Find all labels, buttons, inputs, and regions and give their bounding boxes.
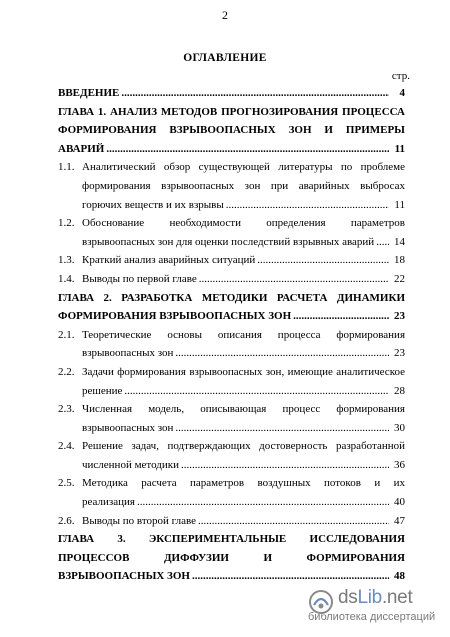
toc-line (82, 493, 405, 512)
pages-column-label: стр. (391, 70, 410, 82)
toc-line-text: ГЛАВА 2. РАЗРАБОТКА МЕТОДИКИ РАСЧЕТА ДИНАМИКИ (58, 291, 405, 304)
toc-section-entry (58, 512, 405, 531)
dslib-watermark (308, 585, 436, 627)
page-number: 2 (222, 8, 228, 22)
toc-line (82, 382, 405, 401)
toc-line (82, 456, 405, 475)
toc-line-text: ВВЕДЕНИЕ (58, 87, 120, 99)
toc-chapter-entry (58, 103, 405, 159)
toc-entry-number: 1.2. (58, 217, 75, 230)
toc-leader-dots (226, 196, 389, 215)
toc-line (82, 400, 405, 419)
toc-page-number: 14 (394, 235, 405, 248)
toc-leader-dots (137, 493, 389, 512)
toc-line (82, 419, 405, 438)
toc-line-text: Задачи формирования взрывоопасных зон, имеющие аналитическое (82, 365, 405, 378)
toc-line (82, 474, 405, 493)
toc-line-text: Численная модель, описывающая процесс формирования (82, 403, 405, 416)
toc-line-text: взрывоопасных зон для оценки последствий взрывных аварий (82, 235, 375, 248)
toc-page-number: 47 (394, 514, 405, 527)
toc-section-entry (58, 474, 405, 511)
toc-line-text: взрывоопасных зон (82, 347, 174, 360)
toc-entry-number: 1.4. (58, 272, 75, 285)
toc-page-number: 11 (394, 198, 405, 211)
toc-line-text: Обоснование необходимости определения параметров (82, 217, 405, 230)
table-of-contents (58, 84, 405, 586)
toc-entry-number: 2.6. (58, 514, 75, 527)
toc-section-entry (58, 326, 405, 363)
toc-leader-dots (257, 251, 389, 270)
toc-line (58, 140, 405, 159)
toc-line (82, 270, 405, 289)
toc-leader-dots (121, 84, 389, 103)
toc-line (58, 289, 405, 308)
toc-page-number: 36 (394, 458, 405, 471)
watermark-subtitle: библиотека диссертаций (308, 611, 436, 623)
toc-page-number: 40 (394, 496, 405, 509)
toc-page-number: 23 (394, 310, 405, 323)
toc-line (82, 251, 405, 270)
toc-leader-dots (199, 270, 389, 289)
toc-line (58, 121, 405, 140)
toc-leader-dots (198, 512, 389, 531)
toc-line-text: Краткий анализ аварийных ситуаций (82, 254, 256, 267)
toc-leader-dots (175, 419, 389, 438)
toc-entry-number: 2.5. (58, 477, 75, 490)
toc-chapter-entry (58, 530, 405, 586)
toc-section-entry (58, 437, 405, 474)
toc-page-number: 30 (394, 421, 405, 434)
toc-section-entry (58, 363, 405, 400)
toc-entry-number: 1.1. (58, 161, 75, 174)
toc-section-entry (58, 251, 405, 270)
toc-line (58, 530, 405, 549)
toc-section-entry (58, 214, 405, 251)
toc-line (82, 196, 405, 215)
toc-line (82, 158, 405, 177)
toc-page-number: 18 (394, 254, 405, 267)
toc-line-text: решение (82, 384, 123, 397)
toc-line (82, 344, 405, 363)
toc-line (58, 567, 405, 586)
toc-entry-number: 2.4. (58, 440, 75, 453)
watermark-brand: dsLib.net (338, 587, 413, 608)
toc-section-entry (58, 400, 405, 437)
toc-line (58, 103, 405, 122)
toc-line (82, 214, 405, 233)
toc-line (58, 84, 405, 103)
toc-entry-number: 2.1. (58, 328, 75, 341)
toc-leader-dots (175, 344, 389, 363)
page-title: ОГЛАВЛЕНИЕ (183, 52, 267, 64)
toc-page-number: 28 (394, 384, 405, 397)
toc-line-text: Методика расчета параметров воздушных потоков и их (82, 477, 405, 490)
toc-line (82, 512, 405, 531)
toc-line-text: Аналитический обзор существующей литературы по проблеме (82, 161, 405, 174)
toc-line (82, 363, 405, 382)
toc-line (82, 437, 405, 456)
toc-leader-dots (181, 456, 389, 475)
toc-line (82, 177, 405, 196)
toc-line-text: АВАРИЙ (58, 142, 105, 155)
toc-page-number: 11 (394, 142, 405, 155)
toc-leader-dots (192, 567, 389, 586)
toc-entry-number: 2.2. (58, 365, 75, 378)
toc-line-text: ФОРМИРОВАНИЯ ВЗРЫВООПАСНЫХ ЗОН И ПРИМЕРЫ (58, 124, 405, 137)
toc-entry-number: 1.3. (58, 254, 75, 267)
toc-line-text: взрывоопасных зон (82, 421, 174, 434)
toc-line-text: горючих веществ и их взрывы (82, 198, 224, 211)
toc-line-text: Выводы по первой главе (82, 272, 197, 285)
toc-page-number: 4 (399, 87, 405, 99)
toc-page-number: 48 (394, 570, 405, 583)
toc-line (82, 233, 405, 252)
toc-section-entry (58, 270, 405, 289)
toc-line-text: ГЛАВА 3. ЭКСПЕРИМЕНТАЛЬНЫЕ ИССЛЕДОВАНИЯ (58, 533, 405, 546)
toc-page-number: 23 (394, 347, 405, 360)
toc-line-text: Решение задач, подтверждающих достоверность разработанной (82, 440, 405, 453)
toc-line-text: Выводы по второй главе (82, 514, 196, 527)
toc-chapter-entry (58, 289, 405, 326)
toc-line-text: ПРОЦЕССОВ ДИФФУЗИИ И ФОРМИРОВАНИЯ (58, 551, 405, 564)
toc-section-entry (58, 158, 405, 214)
toc-line-text: Теоретические основы описания процесса формирования (82, 328, 405, 341)
toc-leader-dots (106, 140, 389, 159)
toc-line-text: ГЛАВА 1. АНАЛИЗ МЕТОДОВ ПРОГНОЗИРОВАНИЯ ПРОЦЕССА (58, 105, 405, 118)
toc-leader-dots (376, 233, 389, 252)
toc-entry-number: 2.3. (58, 403, 75, 416)
toc-chapter-entry (58, 84, 405, 103)
toc-line (82, 326, 405, 345)
toc-line (58, 307, 405, 326)
toc-page-number: 22 (394, 272, 405, 285)
toc-leader-dots (293, 307, 389, 326)
toc-line-text: ФОРМИРОВАНИЯ ВЗРЫВООПАСНЫХ ЗОН (58, 310, 292, 323)
toc-leader-dots (124, 382, 389, 401)
toc-line-text: ВЗРЫВООПАСНЫХ ЗОН (58, 570, 190, 583)
toc-line (58, 549, 405, 568)
toc-line-text: численной методики (82, 458, 179, 471)
toc-line-text: реализация (82, 496, 135, 509)
toc-line-text: формирования взрывоопасных зон при аварийных выбросах (82, 179, 405, 192)
